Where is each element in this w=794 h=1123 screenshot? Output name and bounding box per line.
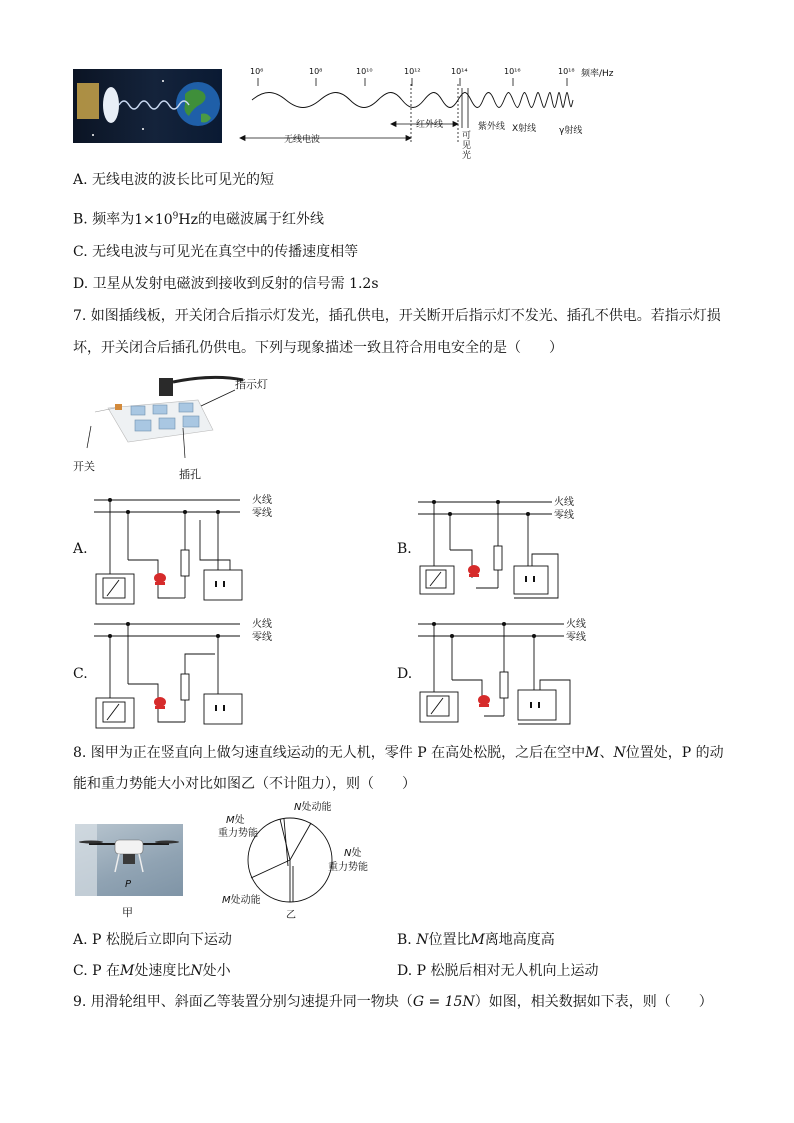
q9-stem [73,994,713,1010]
pie-n-pe1: 处 [351,848,362,859]
q7-option-d-label: D. [397,666,413,682]
q8-stem-m: M [585,745,600,761]
q8-stem-part: 8. 图甲为正在竖直向上做匀速直线运动的无人机，零件 P 在高处松脱，之后在空中 [73,745,586,761]
label-indicator: 指示灯 [235,378,268,391]
power-strip-image [73,370,293,482]
circuit-b [414,492,594,602]
pie-m: M [226,815,235,826]
q8-option-c-mid: 处速度比 [134,963,191,979]
q7-stem-line2: 坏，开关闭合后插孔仍供电。下列与现象描述一致且符合用电安全的是（ ） [73,340,563,356]
freq-tick: 10¹⁶ [504,67,521,76]
q7-option-a-label: A. [73,541,88,557]
q8-stem-sep: 、 [599,745,614,761]
math-base: 1×10 [134,211,173,228]
pie-m2: M [222,895,231,906]
pie-label-m-ke [222,893,261,906]
q8-option-b-pre: B. [397,932,417,948]
q6-option-c: C. 无线电波与可见光在真空中的传播速度相等 [73,244,359,260]
label-live: 火线 [566,619,586,630]
fig-jia-caption: 甲 [122,906,133,919]
indicator-lamp-icon [154,573,166,585]
q9-stem-pre: 9. 用滑轮组甲、斜面乙等装置分别匀速提升同一物块（ [73,994,413,1010]
q8-option-c-n: N [190,963,203,979]
label-switch: 开关 [73,460,95,473]
band-visible-1: 可 [462,131,472,141]
freq-tick: 10⁶ [250,67,264,76]
freq-unit: 频率/Hz [581,69,614,79]
fig-yi-caption: 乙 [286,910,296,921]
satellite-earth-image [73,69,222,143]
pie-n: N [294,802,302,813]
label-live: 火线 [554,497,574,508]
q8-stem-part: 位置处，P 的动 [625,745,724,761]
q6-option-b-prefix: B. 频率为 [73,211,135,228]
q6-option-b-suffix: 的电磁波属于红外线 [197,211,324,228]
q8-option-b-m: M [470,932,485,948]
band-visible-3: 光 [462,151,472,161]
q9-stem-post: ）如图，相关数据如下表，则（ ） [474,994,713,1010]
drone-image [75,824,183,896]
q8-option-c-pre: C. P 在 [73,963,120,979]
freq-tick: 10⁸ [309,67,323,76]
pie-label-m-pe2: 重力势能 [218,828,258,839]
circuit-c [90,614,290,734]
label-live: 火线 [252,495,272,506]
freq-tick: 10¹⁰ [356,67,373,76]
pie-label-n-ke [294,800,331,813]
q8-stem-line1 [73,745,724,761]
indicator-lamp-icon [468,565,480,577]
band-xray: X射线 [512,124,537,134]
q8-option-b-n: N [416,932,429,948]
math-exp: 9 [172,211,179,221]
pie-m-ke: 处动能 [230,895,261,906]
freq-tick: 10¹⁴ [451,67,468,76]
q7-stem-line1: 7. 如图插线板，开关闭合后指示灯发光，插孔供电，开关断开后指示灯不发光、插孔不供电。若指示灯损 [73,308,721,324]
label-neutral: 零线 [566,632,586,643]
q8-option-c [73,963,231,979]
indicator-lamp-icon [154,697,166,709]
q8-option-b [397,932,555,948]
indicator-lamp-icon [478,695,490,707]
band-infrared: 红外线 [416,120,444,130]
drone-part-p: P [125,879,132,890]
band-visible-2: 见 [462,141,472,151]
q8-option-b-mid: 位置比 [428,932,471,948]
q8-stem-n: N [613,745,626,761]
q7-option-c-label: C. [73,666,88,682]
label-socket: 插孔 [179,468,201,481]
wave-path [252,93,573,108]
electromagnetic-spectrum-diagram [236,62,656,162]
q6-option-d: D. 卫星从发射电磁波到接收到反射的信号需 1.2s [73,276,379,292]
math-unit: Hz [178,211,198,228]
pie-label-n-pe2: 重力势能 [328,862,368,873]
band-radio: 无线电波 [284,135,321,145]
pie-n2: N [344,848,352,859]
q8-option-d: D. P 松脱后相对无人机向上运动 [397,963,599,979]
label-neutral: 零线 [252,508,272,519]
q8-option-b-end: 离地高度高 [484,932,555,948]
q8-stem-line2: 能和重力势能大小对比如图乙（不计阻力），则（ ） [73,776,416,792]
label-neutral: 零线 [252,632,272,643]
q6-option-a: A. 无线电波的波长比可见光的短 [73,172,275,188]
q6-option-b-math [134,212,198,228]
q6-option-b [73,208,324,228]
freq-tick: 10¹² [404,67,421,76]
pie-n-ke: 处动能 [301,802,332,813]
pie-label-n-pe [344,846,361,859]
circuit-d [414,614,594,734]
pie-label-m-pe [226,813,245,826]
q8-option-c-end: 处小 [202,963,231,979]
label-live: 火线 [252,619,272,630]
circuit-a [90,490,290,610]
label-neutral: 零线 [554,510,574,521]
energy-pie-chart [218,798,388,922]
frequency-ticks [250,67,614,79]
pie-m-pe1: 处 [234,815,245,826]
q8-option-c-m: M [119,963,135,979]
freq-tick: 10¹⁸ [558,67,575,76]
q9-stem-math: G = 15N [412,994,475,1010]
q7-option-b-label: B. [397,541,412,557]
q8-option-a: A. P 松脱后立即向下运动 [73,932,232,948]
band-gamma: γ射线 [559,126,583,136]
band-ultraviolet: 紫外线 [478,122,506,132]
